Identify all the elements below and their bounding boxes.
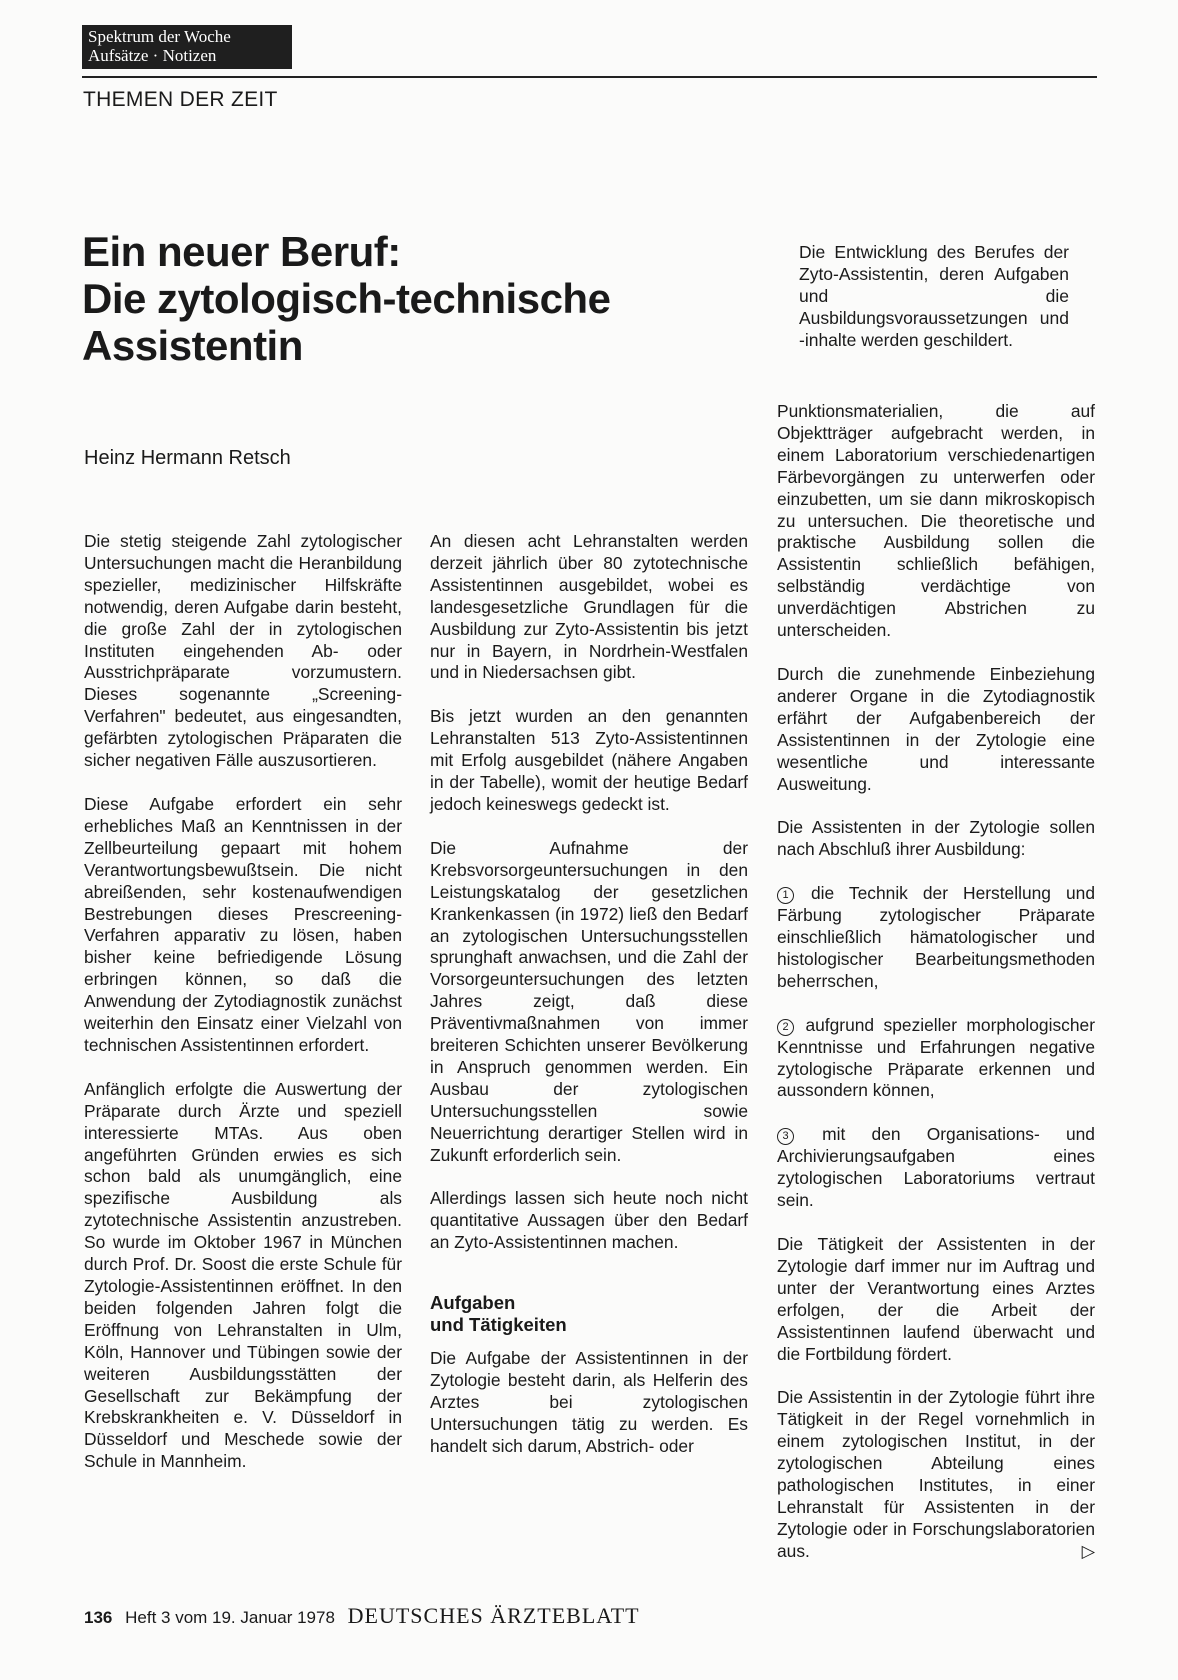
article-title <box>82 228 722 369</box>
list-item-text: mit den Organisations- und Archivierungsaufgaben eines zytologischen Laboratoriums vertraut sein. <box>777 1124 1095 1211</box>
list-item <box>777 883 1095 993</box>
title-line-1: Ein neuer Beruf: <box>82 228 401 275</box>
paragraph: Durch die zunehmende Einbeziehung anderer Organe in die Zytodiagnostik erfährt der Aufgabenbereich der Assistentinnen in der Zytologie eine wesentliche und interessante Ausweitung. <box>777 663 1095 794</box>
paragraph: Die Assistenten in der Zytologie sollen nach Abschluß ihrer Ausbildung: <box>777 817 1095 860</box>
list-item <box>777 1124 1095 1212</box>
paragraph: Bis jetzt wurden an den genannten Lehranstalten 513 Zyto-Assistentinnen mit Erfolg ausgebildet (nähere Angaben in der Tabelle), womit der heutige Bedarf jedoch keineswegs gedeckt ist. <box>430 706 748 814</box>
badge-line-2: Aufsätze · Notizen <box>88 46 217 65</box>
paragraph: An diesen acht Lehranstalten werden derzeit jährlich über 80 zytotechnische Assistentinnen ausgebildet, wobei es landesgesetzliche Grundlagen für die Ausbildung zur Zyto-Assistentin bis jetzt nur in Bayern, in Nordrhein-Westfalen und in Niedersachsen gibt. <box>430 531 748 683</box>
paragraph-with-arrow <box>777 1387 1095 1562</box>
magazine-name: DEUTSCHES ÄRZTEBLATT <box>347 1603 640 1628</box>
circled-number-2: 2 <box>777 1019 794 1036</box>
subheading-line-2: und Tätigkeiten <box>430 1314 567 1336</box>
paragraph: Die stetig steigende Zahl zytologischer Untersuchungen macht die Heranbildung spezieller, medizinischer Hilfskräfte notwendig, deren Aufgabe darin besteht, die große Zahl der in zytologischen Instituten eingehenden Ab- oder Ausstrichpräparate vorzumustern. Dieses sogenannte „Screening-Verfahren" bedeutet, aus eingesandten, gefärbten zytologischen Präparaten die sicher negativen Fälle auszusortieren. <box>84 531 402 771</box>
paragraph: Die Aufnahme der Krebsvorsorgeuntersuchungen in den Leistungskatalog der gesetzlichen Krankenkassen (in 1972) ließ den Bedarf an zytologischen Untersuchungsstellen sprunghaft anwachsen, und die Zahl der Vorsorgeuntersuchungen des letzten Jahres zeigt, daß diese Präventivmaßnahmen von immer breiteren Schichten unserer Bevölkerung in Anspruch genommen werden. Ein Ausbau der zytologischen Untersuchungsstellen sowie Neuerrichtung derartiger Stellen wird in Zukunft erforderlich sein. <box>430 837 748 1165</box>
title-line-2: Die zytologisch-technische <box>82 275 611 322</box>
lead-summary: Die Entwicklung des Berufes der Zyto-Assistentin, deren Aufgaben und die Ausbildungsvoraussetzungen und -inhalte werden geschildert. <box>799 242 1069 350</box>
text-column-2 <box>430 531 748 1480</box>
list-item-text: die Technik der Herstellung und Färbung zytologischer Präparate einschließlich hämatologischer und histologischer Bearbeitungsmethoden beherrschen, <box>777 883 1095 991</box>
author-name: Heinz Hermann Retsch <box>84 447 291 469</box>
list-item <box>777 1015 1095 1103</box>
paragraph: Die Aufgabe der Assistentinnen in der Zytologie besteht darin, als Helferin des Arztes bei zytologischen Untersuchungen tätig zu werden. Es handelt sich darum, Abstrich- oder <box>430 1348 748 1456</box>
text-column-3 <box>777 401 1095 1585</box>
list-item-text: aufgrund spezieller morphologischer Kenntnisse und Erfahrungen negative zytologische Präparate erkennen und aussondern können, <box>777 1014 1095 1101</box>
text-column-1 <box>84 531 402 1495</box>
paragraph: Diese Aufgabe erfordert ein sehr erhebliches Maß an Kenntnissen in der Zellbeurteilung gepaart mit hohem Verantwortungsbewußtsein. Die nicht abreißenden, sehr kostenaufwendigen Bestrebungen dieses Prescreening-Verfahren apparativ zu lösen, haben bisher keine befriedigende Lösung erbringen können, so daß die Anwendung der Zytodiagnostik zunächst weiterhin den Einsatz einer Vielzahl von technischen Assistentinnen erfordert. <box>84 793 402 1055</box>
circled-number-1: 1 <box>777 887 794 904</box>
section-badge <box>82 25 292 69</box>
title-line-3: Assistentin <box>82 322 303 369</box>
header-rule <box>82 76 1097 78</box>
subheading-line-1: Aufgaben <box>430 1292 516 1314</box>
paragraph: Punktionsmaterialien, die auf Objektträger aufgebracht werden, in einem Laboratorium verschiedenartigen Färbevorgängen zu unterwerfen oder einzubetten, um sie dann mikroskopisch zu untersuchen. Die theoretische und praktische Ausbildung sollen die Assistentin schließlich befähigen, selbständig verdächtige von unverdächtigen Abstrichen zu unterscheiden. <box>777 401 1095 641</box>
circled-number-3: 3 <box>777 1128 794 1145</box>
page-number: 136 <box>84 1608 113 1627</box>
paragraph: Allerdings lassen sich heute noch nicht quantitative Aussagen über den Bedarf an Zyto-Assistentinnen machen. <box>430 1188 748 1253</box>
paragraph: Anfänglich erfolgte die Auswertung der Präparate durch Ärzte und speziell interessierte MTAs. Aus oben angeführten Gründen erwies es sich schon bald als unumgänglich, eine spezifische Ausbildung als zytotechnische Assistentin anzustreben. So wurde im Oktober 1967 in München durch Prof. Dr. Soost die erste Schule für Zytologie-Assistentinnen eröffnet. In den beiden folgenden Jahren folgt die Eröffnung von Lehranstalten in Ulm, Köln, Hannover und Tübingen sowie der weiteren Ausbildungsstätten der Gesellschaft zur Bekämpfung der Krebskrankheiten e. V. Düsseldorf in Düsseldorf und Meschede sowie der Schule in Mannheim. <box>84 1078 402 1472</box>
badge-line-1: Spektrum der Woche <box>88 27 231 46</box>
continue-arrow-icon: ▷ <box>1081 1540 1095 1561</box>
page-footer <box>84 1603 640 1629</box>
section-label: THEMEN DER ZEIT <box>83 88 278 111</box>
paragraph-text: Die Assistentin in der Zytologie führt ihre Tätigkeit in der Regel vornehmlich in einem zytologischen Institut, in der zytologischen Abteilung eines pathologischen Institutes, in einer Lehranstalt für Assistenten in der Zytologie oder in Forschungslaboratorien aus. <box>777 1387 1095 1561</box>
paragraph: Die Tätigkeit der Assistenten in der Zytologie darf immer nur im Auftrag und unter der Verantwortung eines Arztes erfolgen, der die Arbeit der Assistentinnen laufend überwacht und die Fortbildung fördert. <box>777 1234 1095 1364</box>
subheading <box>430 1292 748 1336</box>
issue-info: Heft 3 vom 19. Januar 1978 <box>125 1608 335 1627</box>
